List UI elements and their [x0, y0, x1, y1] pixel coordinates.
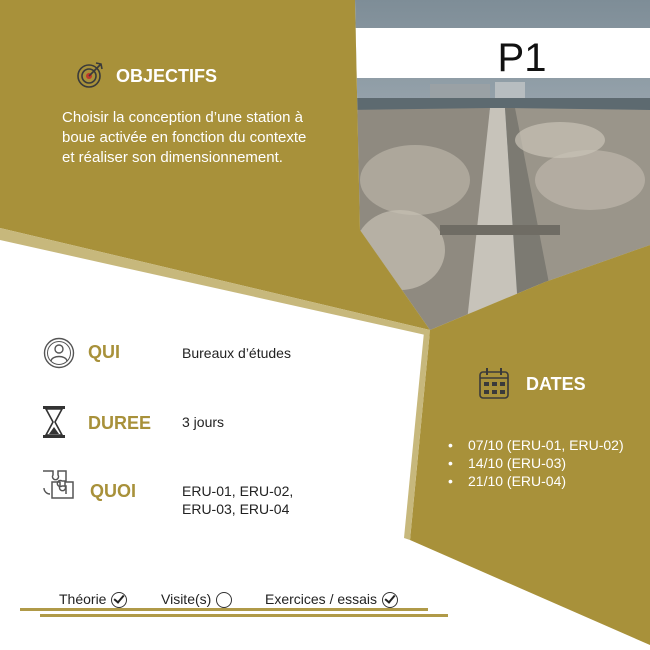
objectives-text — [62, 108, 352, 168]
puzzle-icon — [40, 468, 76, 500]
objectives-title: OBJECTIFS — [116, 66, 218, 86]
option-label: Visite(s) — [161, 591, 212, 607]
date-item: • 14/10 (ERU-03) — [448, 454, 624, 472]
date-item: • 21/10 (ERU-04) — [448, 472, 624, 490]
qui-label: QUI — [88, 342, 121, 362]
duree-value: 3 jours — [182, 414, 225, 430]
date-item: • 07/10 (ERU-01, ERU-02) — [448, 436, 624, 454]
quoi-line: ERU-01, ERU-02, — [182, 483, 294, 499]
empty-circle-icon[interactable] — [216, 592, 232, 608]
option-exercices[interactable] — [265, 591, 398, 608]
option-label: Théorie — [59, 591, 107, 607]
program-code: P1 — [497, 36, 547, 80]
checkmark-icon[interactable] — [111, 592, 127, 608]
option-visites[interactable] — [161, 591, 232, 608]
quoi-line: ERU-03, ERU-04 — [182, 501, 290, 517]
objectives-line: Choisir la conception d’une station à — [62, 109, 303, 126]
qui-value: Bureaux d’études — [182, 345, 291, 361]
option-label: Exercices / essais — [265, 591, 378, 607]
objectives-line: et réaliser son dimensionnement. — [62, 149, 283, 166]
target-icon — [76, 60, 104, 90]
quoi-label: QUOI — [90, 481, 137, 501]
hourglass-icon — [42, 405, 66, 439]
checkmark-icon[interactable] — [382, 592, 398, 608]
objectives-line: boue activée en fonction du contexte — [62, 129, 307, 146]
duree-label: DUREE — [88, 413, 152, 433]
dates-title: DATES — [526, 374, 586, 394]
quoi-value — [182, 482, 293, 518]
option-theorie[interactable] — [59, 591, 127, 608]
person-icon — [43, 337, 75, 369]
calendar-icon — [478, 366, 510, 400]
dates-list — [448, 436, 624, 490]
